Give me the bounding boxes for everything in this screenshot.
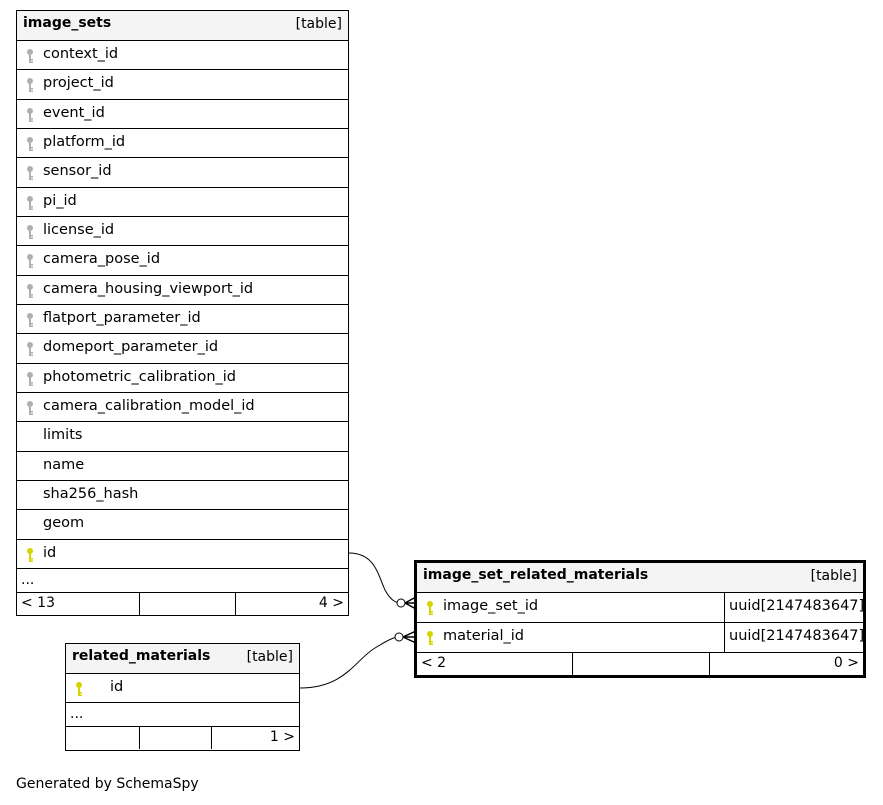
table-kind: [table] [246,649,293,665]
zero-optional-icon [395,633,403,641]
column-type: uuid[2147483647] [729,598,865,614]
column-name: material_id [443,628,525,644]
table-name: related_materials [72,648,211,664]
column-name: camera_calibration_model_id [43,397,255,414]
more-columns: ... [66,703,299,727]
column-name: flatport_parameter_id [43,309,201,326]
table-kind: [table] [810,568,857,584]
column-name: id [43,544,57,561]
generated-by-label: Generated by SchemaSpy [16,776,199,792]
edge-related-materials-to-isrm [300,631,416,688]
table-name: image_sets [23,15,112,31]
column-name: photometric_calibration_id [43,368,236,385]
column-type: uuid[2147483647] [729,628,865,644]
column-name: limits [43,427,83,444]
column-name: event_id [43,104,105,121]
column-name: geom [43,515,85,532]
children-count: 1 > [269,729,295,745]
more-columns: ... [17,569,348,593]
table-name: image_set_related_materials [423,567,649,583]
crowfoot-many-icon [403,631,416,643]
column-name: domeport_parameter_id [43,339,219,356]
column-name: platform_id [43,133,126,150]
column-name: sha256_hash [43,485,139,502]
column-name: pi_id [43,192,77,209]
children-count: 4 > [318,594,344,611]
column-name: name [43,456,85,473]
column-name: context_id [43,46,119,62]
parents-count: < 2 [421,655,447,671]
column-name: sensor_id [43,163,112,180]
column-name: camera_housing_viewport_id [43,280,254,297]
column-name: id [110,679,124,695]
children-count: 0 > [833,655,859,671]
crowfoot-many-icon [405,597,416,609]
column-name: license_id [43,221,115,238]
zero-optional-icon [397,599,405,607]
table-kind: [table] [295,16,342,32]
column-name: camera_pose_id [43,251,161,268]
column-name: image_set_id [443,598,539,614]
column-name: project_id [43,75,114,92]
edge-image-sets-to-isrm [349,553,416,609]
parents-count: < 13 [21,594,55,611]
